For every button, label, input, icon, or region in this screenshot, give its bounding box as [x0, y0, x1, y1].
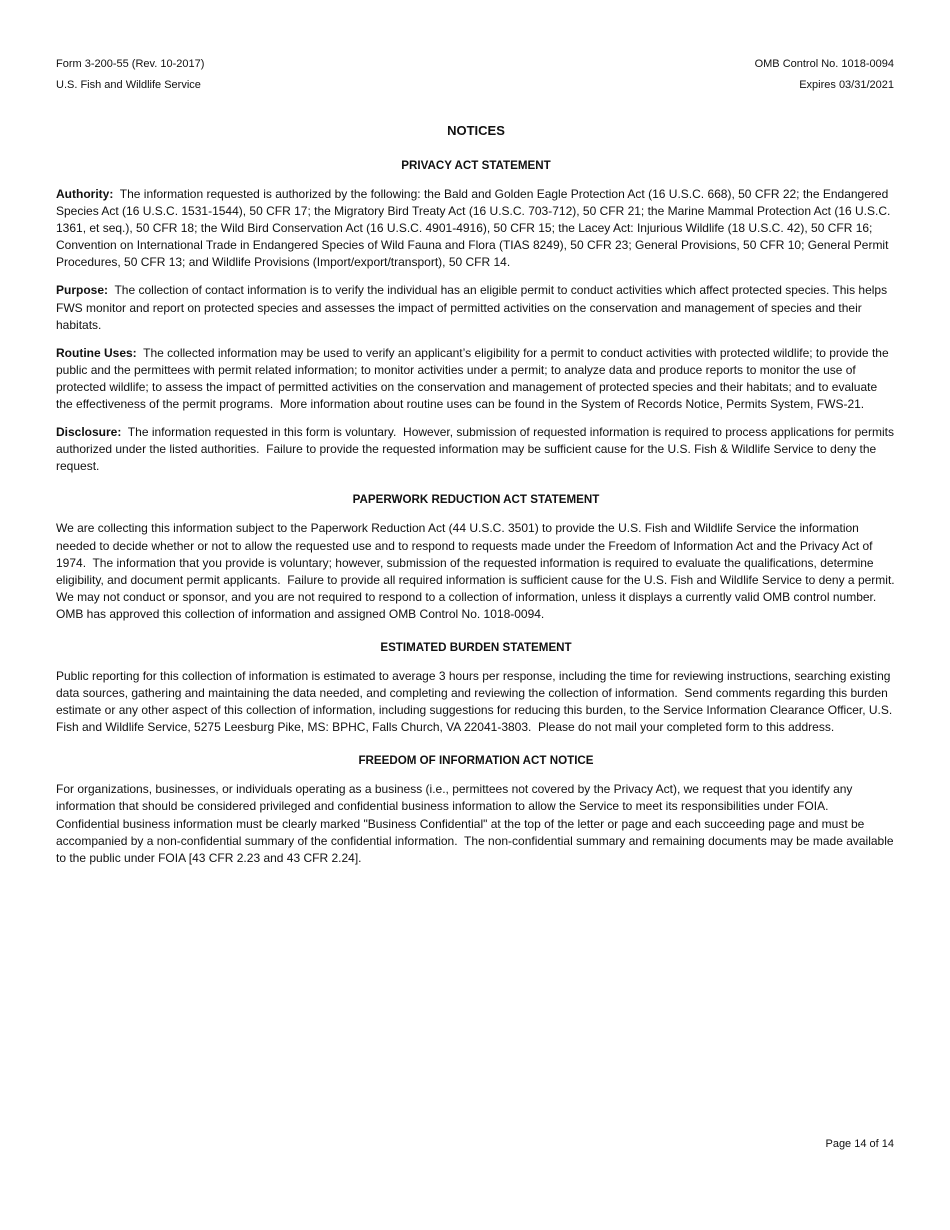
- page-number: Page 14 of 14: [825, 1138, 894, 1150]
- disclosure-text: The information requested in this form is voluntary. However, submission of requested information is required to process applications for permits authorized under the listed authorities. Failure to provide the requested information may be sufficient cause for the U.S. Fish & Wildlife Service to deny the request.: [56, 425, 898, 474]
- routine-uses-text: The collected information may be used to verify an applicant’s eligibility for a permit to conduct activities with protected wildlife; to provide the public and the permittees with permit related information; to monitor activities under a permit; to analyze data and produce reports to monitor the use of protected wildlife; to assess the impact of permitted activities on the conservation and management of protected species and their habitats; and to evaluate the effectiveness of the permit programs. More information about routine uses can be found in the System of Records Notice, Permits System, FWS-21.: [56, 345, 892, 412]
- paperwork-heading: PAPERWORK REDUCTION ACT STATEMENT: [352, 493, 600, 507]
- page-title: NOTICES: [447, 123, 505, 138]
- foia-paragraph: For organizations, businesses, or individuals operating as a business (i.e., permittees not covered by the Privacy Act), we request that you identify any information that should be considered privileged and confidential business information to allow the Service to meet its responsibilities under FOIA. Confidential business information must be clearly marked "Business Confidential" at the top of the letter or page and each succeeding page and must be accompanied by a non-confidential summary of the confidential information. The non-confidential summary and remaining documents may be made available to the public under FOIA [43 CFR 2.23 and 43 CFR 2.24].: [56, 782, 897, 865]
- paperwork-paragraph: We are collecting this information subject to the Paperwork Reduction Act (44 U.S.C. 3501) to provide the U.S. Fish and Wildlife Service the information needed to decide whether or not to allow the requested use and to respond to requests made under the Freedom of Information Act and the Privacy Act of 1974. The information that you provide is voluntary; however, submission of the requested information is required to evaluate the qualifications, determine eligibility, and document permit applicants. Failure to provide all required information is sufficient cause for the U.S. Fish and Wildlife Service to deny a permit. We may not conduct or sponsor, and you are not required to respond to a collection of information, unless it displays a currently valid OMB control number. OMB has approved this collection of information and assigned OMB Control No. 1018-0094.: [56, 521, 902, 621]
- routine-uses-paragraph: [56, 345, 896, 413]
- paperwork-section: [56, 492, 902, 623]
- purpose-paragraph: [56, 282, 896, 333]
- form-number: Form 3-200-55 (Rev. 10-2017): [56, 58, 205, 70]
- expiration-date: Expires 03/31/2021: [799, 79, 894, 91]
- purpose-label: Purpose:: [56, 283, 109, 298]
- authority-text: The information requested is authorized by the following: the Bald and Golden Eagle Protection Act (16 U.S.C. 668), 50 CFR 22; the Endangered Species Act (16 U.S.C. 1531-1544), 50 CFR 17; the Migratory Bird Treaty Act (16 U.S.C. 703-712), 50 CFR 21; the Marine Mammal Protection Act (16 U.S.C. 1361, et seq.), 50 CFR 18; the Wild Bird Conservation Act (16 U.S.C. 4901-4916), 50 CFR 15; the Lacey Act: Injurious Wildlife (18 U.S.C. 42), 50 CFR 16; Convention on International Trade in Endangered Species of Wild Fauna and Flora (TIAS 8249), 50 CFR 23; General Provisions, 50 CFR 10; General Permit Procedures, 50 CFR 13; and Wildlife Provisions (Import/export/transport), 50 CFR 14.: [56, 187, 894, 270]
- foia-heading: FREEDOM OF INFORMATION ACT NOTICE: [358, 754, 594, 768]
- burden-paragraph: Public reporting for this collection of information is estimated to average 3 hours per response, including the time for reviewing instructions, searching existing data sources, gathering and maintaining the data needed, and completing and reviewing the collection of information. Send comments regarding this burden estimate or any other aspect of this collection of information, including suggestions for reducing this burden, to the Service Information Clearance Officer, U.S. Fish and Wildlife Service, 5275 Leesburg Pike, MS: BPHC, Falls Church, VA 22041-3803. Please do not mail your completed form to this address.: [56, 668, 896, 735]
- burden-heading: ESTIMATED BURDEN STATEMENT: [380, 640, 572, 654]
- agency-name: U.S. Fish and Wildlife Service: [56, 79, 201, 91]
- privacy-act-section: [56, 158, 896, 475]
- privacy-act-heading: PRIVACY ACT STATEMENT: [401, 159, 551, 172]
- foia-section: [56, 753, 896, 866]
- authority-label: Authority:: [56, 187, 114, 201]
- routine-uses-label: Routine Uses:: [56, 345, 137, 360]
- disclosure-paragraph: [56, 424, 896, 475]
- authority-paragraph: [56, 186, 896, 271]
- purpose-text: The collection of contact information is to verify the individual has an eligible permit to conduct activities which affect protected species. This helps FWS monitor and report on protected species and assesses the impact of permitted activities on the conservation and management of species and their habitats.: [56, 283, 891, 332]
- notices-content: [56, 122, 902, 878]
- disclosure-label: Disclosure:: [56, 425, 122, 440]
- omb-control-number: OMB Control No. 1018-0094: [754, 58, 894, 70]
- burden-section: [56, 640, 896, 736]
